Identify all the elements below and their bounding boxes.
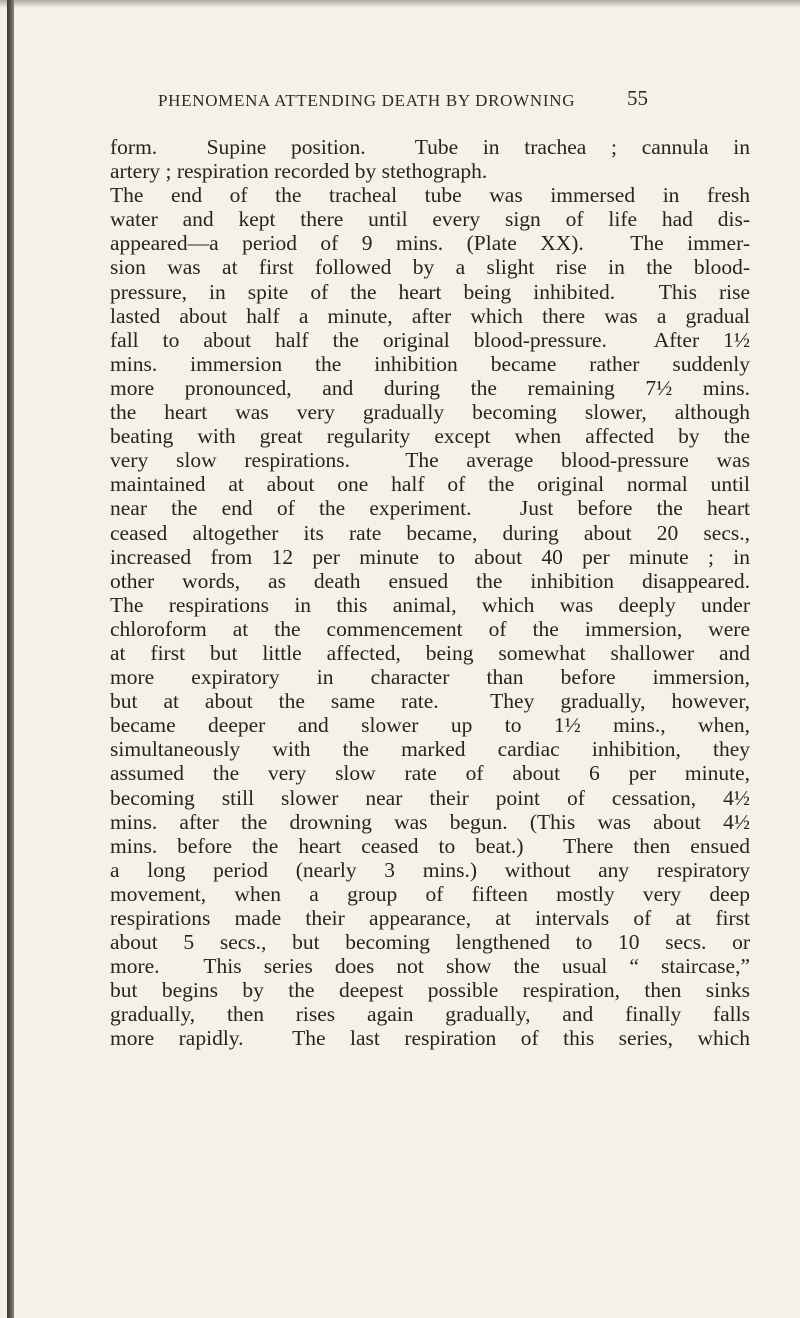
text-line: simultaneously with the marked cardiac inhibition, they bbox=[110, 737, 750, 762]
text-line: sion was at first followed by a slight rise in the blood- bbox=[110, 255, 750, 280]
text-line: water and kept there until every sign of life had dis- bbox=[110, 207, 750, 232]
text-line: more. This series does not show the usual “ staircase,” bbox=[110, 954, 750, 979]
text-line: appeared—a period of 9 mins. (Plate XX). The immer- bbox=[110, 231, 750, 256]
text-line: fall to about half the original blood-pressure. After 1½ bbox=[110, 327, 750, 352]
text-line: but begins by the deepest possible respiration, then sinks bbox=[110, 978, 750, 1003]
text-line: The end of the tracheal tube was immersed in fresh bbox=[110, 183, 750, 208]
page-top-shadow bbox=[0, 0, 800, 8]
text-line: mins. before the heart ceased to beat.) There then ensued bbox=[110, 833, 750, 858]
text-line: beating with great regularity except when affected by the bbox=[110, 424, 750, 449]
text-line: more pronounced, and during the remaining 7½ mins. bbox=[110, 375, 750, 400]
text-line: maintained at about one half of the original normal until bbox=[110, 472, 750, 497]
text-line: a long period (nearly 3 mins.) without any respiratory bbox=[110, 857, 750, 882]
text-line: mins. immersion the inhibition became rather suddenly bbox=[110, 351, 750, 376]
text-line: form. Supine position. Tube in trachea ; cannula in bbox=[110, 135, 750, 159]
text-line: but at about the same rate. They gradually, however, bbox=[110, 689, 750, 714]
text-line: assumed the very slow rate of about 6 per minute, bbox=[110, 761, 750, 786]
text-line: pressure, in spite of the heart being inhibited. This rise bbox=[110, 279, 750, 304]
body-text bbox=[110, 135, 750, 1051]
text-line: at first but little affected, being somewhat shallower and bbox=[110, 640, 750, 665]
text-line: movement, when a group of fifteen mostly very deep bbox=[110, 881, 750, 906]
text-line: The respirations in this animal, which was deeply under bbox=[110, 592, 750, 617]
text-line: chloroform at the commencement of the immersion, were bbox=[110, 616, 750, 641]
text-line: artery ; respiration recorded by stethograph. bbox=[110, 159, 488, 184]
page-number: 55 bbox=[627, 86, 648, 110]
running-title: PHENOMENA ATTENDING DEATH BY DROWNING bbox=[158, 91, 576, 110]
text-line: becoming still slower near their point of cessation, 4½ bbox=[110, 785, 750, 810]
text-line: more expiratory in character than before immersion, bbox=[110, 665, 750, 690]
text-line: gradually, then rises again gradually, and finally falls bbox=[110, 1002, 750, 1027]
text-line: the heart was very gradually becoming slower, although bbox=[110, 400, 750, 425]
text-line: respirations made their appearance, at intervals of at first bbox=[110, 906, 750, 930]
text-line: near the end of the experiment. Just before the heart bbox=[110, 496, 750, 521]
text-line: mins. after the drowning was begun. (This was about 4½ bbox=[110, 809, 750, 834]
text-line: became deeper and slower up to 1½ mins., when, bbox=[110, 713, 750, 738]
text-line: increased from 12 per minute to about 40 per minute ; in bbox=[110, 544, 750, 569]
text-line: more rapidly. The last respiration of this series, which bbox=[110, 1026, 750, 1051]
text-line: lasted about half a minute, after which there was a gradual bbox=[110, 303, 750, 328]
text-line: about 5 secs., but becoming lengthened to 10 secs. or bbox=[110, 930, 750, 955]
text-line: ceased altogether its rate became, during about 20 secs., bbox=[110, 520, 750, 545]
text-line: very slow respirations. The average blood-pressure was bbox=[110, 448, 750, 473]
page-left-edge bbox=[7, 0, 14, 1318]
text-line: other words, as death ensued the inhibition disappeared. bbox=[110, 568, 750, 593]
